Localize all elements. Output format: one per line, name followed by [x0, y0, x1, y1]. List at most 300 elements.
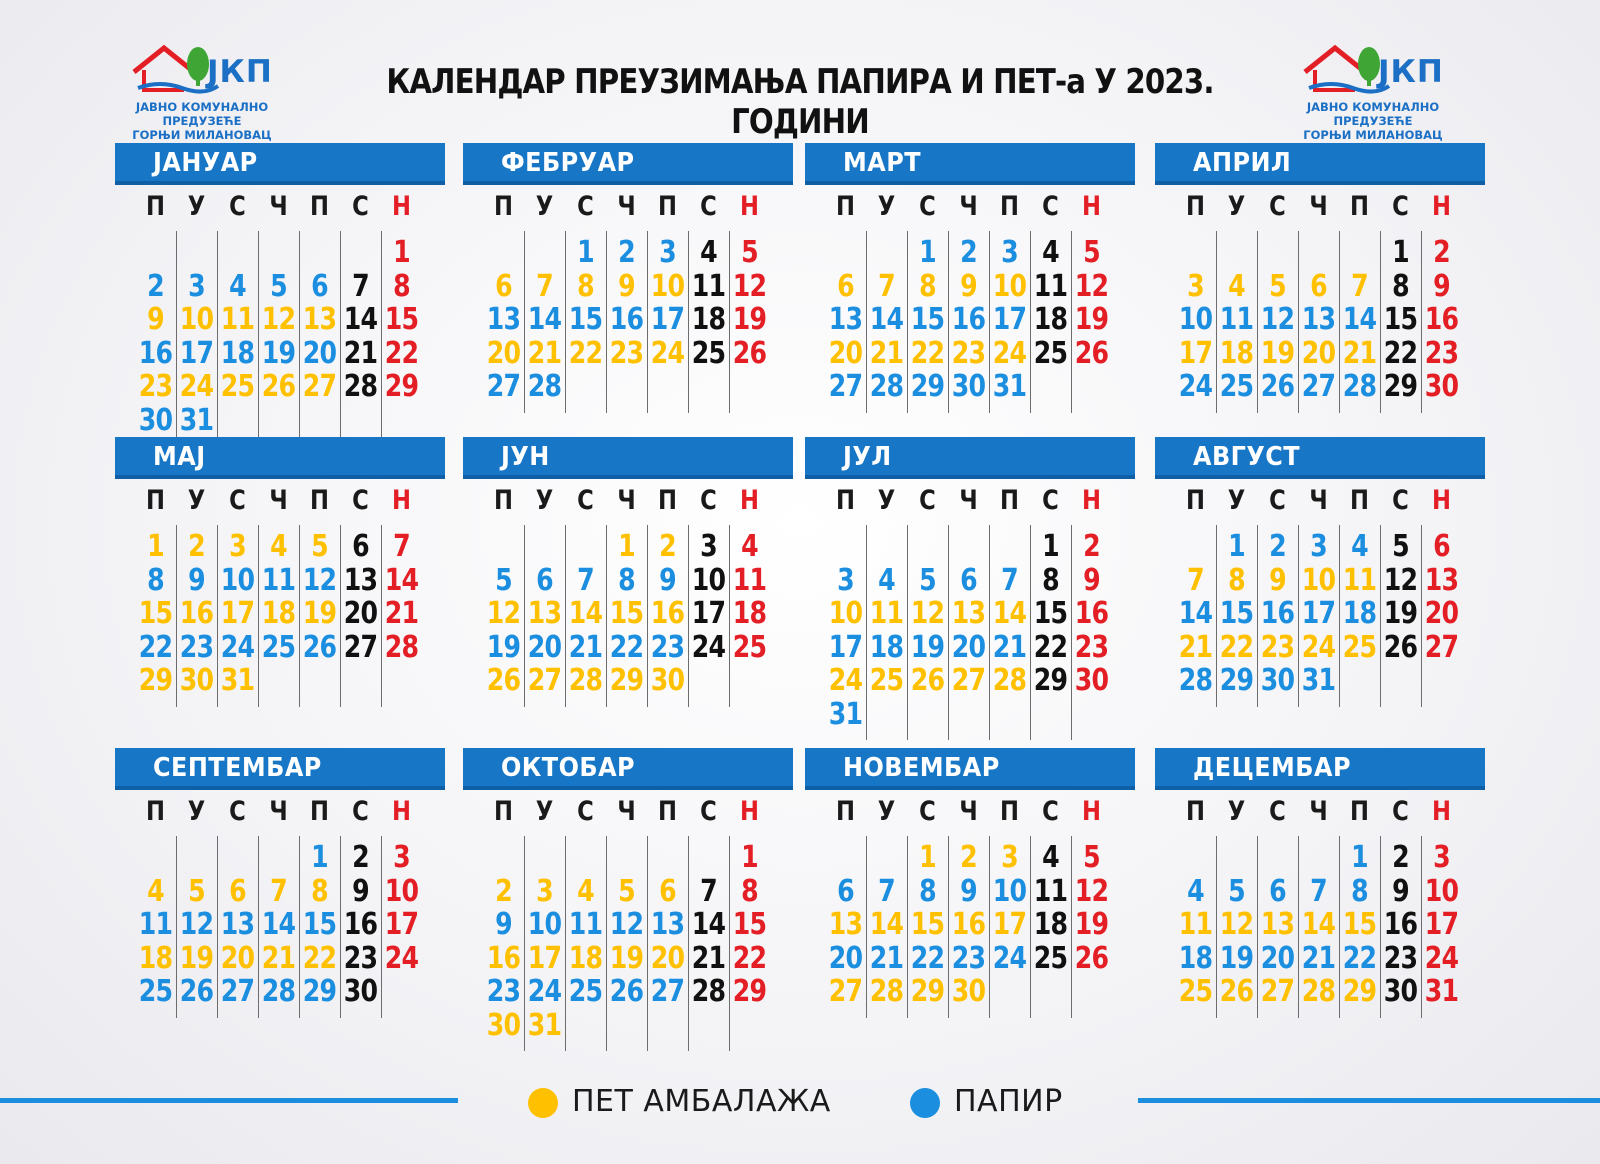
- weekday-label: С: [352, 796, 369, 827]
- calendar-day: 13: [828, 907, 863, 942]
- calendar-day: 11: [138, 907, 173, 942]
- calendar-day: 10: [650, 268, 685, 304]
- calendar-day: 30: [486, 1007, 521, 1043]
- calendar-day: 10: [527, 907, 562, 942]
- calendar-day: 16: [1260, 596, 1295, 631]
- month-5: [115, 437, 445, 737]
- calendar-day: 15: [138, 596, 173, 631]
- column-divider: [524, 525, 525, 707]
- calendar-day: 5: [1269, 268, 1286, 304]
- weekday-label: Н: [1431, 191, 1451, 222]
- calendar-day: 31: [220, 663, 255, 698]
- calendar-day: 21: [869, 335, 904, 371]
- column-divider: [907, 836, 908, 1018]
- calendar-day: 29: [1033, 663, 1068, 698]
- calendar-day: 22: [1033, 629, 1068, 665]
- column-divider: [258, 525, 259, 707]
- weekday-label: У: [535, 796, 554, 827]
- calendar-day: 28: [1301, 974, 1336, 1009]
- calendar-day: 1: [618, 529, 635, 564]
- calendar-day: 14: [384, 562, 419, 598]
- calendar-day: 14: [869, 302, 904, 337]
- column-divider: [1216, 525, 1217, 707]
- column-divider: [1380, 231, 1381, 413]
- calendar-day: 15: [1219, 596, 1254, 631]
- calendar-day: 20: [1424, 596, 1459, 631]
- column-divider: [340, 231, 341, 446]
- month-name: АВГУСТ: [1193, 442, 1301, 472]
- calendar-day: 12: [486, 596, 521, 631]
- calendar-day: 5: [495, 562, 512, 598]
- calendar-day: 3: [1001, 235, 1018, 270]
- calendar-day: 7: [878, 268, 895, 304]
- weekday-label: У: [535, 485, 554, 516]
- column-divider: [1298, 231, 1299, 413]
- logo-line-2: ГОРЊИ МИЛАНОВАЦ: [132, 128, 272, 142]
- calendar-day: 30: [138, 402, 173, 438]
- calendar-day: 22: [302, 940, 337, 976]
- calendar-day: 27: [650, 974, 685, 1009]
- calendar-day: 28: [869, 369, 904, 404]
- column-divider: [176, 836, 177, 1018]
- calendar-day: 23: [1383, 940, 1418, 976]
- calendar-day: 23: [343, 940, 378, 976]
- weekday-label: С: [352, 485, 369, 516]
- calendar-day: 18: [869, 629, 904, 665]
- calendar-day: 16: [1424, 302, 1459, 337]
- column-divider: [866, 525, 867, 740]
- calendar-day: 31: [1424, 974, 1459, 1009]
- calendar-day: 17: [828, 629, 863, 665]
- calendar-day: 20: [828, 940, 863, 976]
- calendar-day: 14: [869, 907, 904, 942]
- column-divider: [381, 231, 382, 446]
- calendar-day: 4: [229, 268, 246, 304]
- calendar-day: 27: [486, 369, 521, 404]
- calendar-day: 16: [650, 596, 685, 631]
- column-divider: [217, 231, 218, 446]
- calendar-day: 29: [384, 369, 419, 404]
- weekday-label: П: [309, 485, 329, 516]
- logo-subtitle: [112, 100, 292, 142]
- calendar-day: 4: [1042, 235, 1059, 270]
- calendar-day: 17: [527, 940, 562, 976]
- weekday-label: У: [877, 485, 896, 516]
- calendar-day: 22: [138, 629, 173, 665]
- calendar-day: 26: [609, 974, 644, 1009]
- calendar-day: 13: [302, 302, 337, 337]
- calendar-day: 25: [691, 335, 726, 371]
- calendar-day: 16: [951, 302, 986, 337]
- weekday-label: С: [1042, 191, 1059, 222]
- column-divider: [866, 231, 867, 413]
- calendar-day: 28: [1342, 369, 1377, 404]
- calendar-day: 10: [1424, 873, 1459, 909]
- month-name: МАЈ: [153, 442, 206, 472]
- weekday-label: С: [1392, 485, 1409, 516]
- weekday-label: У: [187, 485, 206, 516]
- calendar-day: 15: [302, 907, 337, 942]
- weekday-label: Ч: [269, 485, 288, 516]
- calendar-day: 19: [261, 335, 296, 371]
- calendar-day: 9: [1392, 873, 1409, 909]
- calendar-day: 8: [577, 268, 594, 304]
- calendar-day: 1: [1392, 235, 1409, 270]
- month-header: [1155, 748, 1485, 790]
- column-divider: [1216, 836, 1217, 1018]
- weekday-label: П: [145, 485, 165, 516]
- calendar-day: 16: [486, 940, 521, 976]
- weekday-label: Н: [391, 796, 411, 827]
- calendar-day: 1: [741, 840, 758, 875]
- calendar-day: 2: [659, 529, 676, 564]
- calendar-day: 18: [691, 302, 726, 337]
- calendar-day: 29: [609, 663, 644, 698]
- calendar-day: 11: [1342, 562, 1377, 598]
- calendar-day: 23: [1424, 335, 1459, 371]
- calendar-day: 6: [837, 268, 854, 304]
- calendar-day: 2: [495, 873, 512, 909]
- weekday-label: У: [877, 191, 896, 222]
- column-divider: [1071, 836, 1072, 1018]
- pet-legend-dot: [528, 1088, 558, 1118]
- month-11: [805, 748, 1135, 1048]
- calendar-day: 24: [691, 629, 726, 665]
- month-1: [115, 143, 445, 443]
- calendar-day: 12: [1260, 302, 1295, 337]
- month-name: ДЕЦЕМБАР: [1193, 753, 1351, 783]
- calendar-day: 2: [352, 840, 369, 875]
- calendar-day: 31: [527, 1007, 562, 1043]
- calendar-day: 16: [1074, 596, 1109, 631]
- calendar-day: 4: [1351, 529, 1368, 564]
- calendar-day: 6: [352, 529, 369, 564]
- calendar-day: 1: [919, 840, 936, 875]
- column-divider: [381, 836, 382, 1018]
- calendar-day: 25: [1219, 369, 1254, 404]
- weekday-label: С: [1392, 796, 1409, 827]
- calendar-day: 22: [1219, 629, 1254, 665]
- calendar-day: 28: [1178, 663, 1213, 698]
- calendar-day: 11: [732, 562, 767, 598]
- calendar-day: 9: [1269, 562, 1286, 598]
- weekday-label: С: [919, 191, 936, 222]
- calendar-day: 23: [951, 335, 986, 371]
- calendar-day: 22: [568, 335, 603, 371]
- calendar-day: 17: [179, 335, 214, 371]
- calendar-day: 28: [992, 663, 1027, 698]
- weekday-label: П: [835, 796, 855, 827]
- calendar-day: 8: [393, 268, 410, 304]
- calendar-day: 11: [1033, 873, 1068, 909]
- month-name: СЕПТЕМБАР: [153, 753, 322, 783]
- calendar-day: 26: [1383, 629, 1418, 665]
- calendar-day: 22: [732, 940, 767, 976]
- calendar-day: 18: [138, 940, 173, 976]
- calendar-day: 24: [992, 940, 1027, 976]
- calendar-day: 18: [261, 596, 296, 631]
- month-4: [1155, 143, 1485, 443]
- calendar-day: 22: [384, 335, 419, 371]
- calendar-day: 24: [1178, 369, 1213, 404]
- calendar-day: 26: [732, 335, 767, 371]
- calendar-day: 7: [536, 268, 553, 304]
- calendar-day: 1: [1042, 529, 1059, 564]
- calendar-day: 6: [536, 562, 553, 598]
- column-divider: [606, 525, 607, 707]
- calendar-day: 12: [261, 302, 296, 337]
- column-divider: [258, 836, 259, 1018]
- calendar-day: 8: [1228, 562, 1245, 598]
- calendar-day: 3: [659, 235, 676, 270]
- weekday-label: У: [1227, 796, 1246, 827]
- calendar-day: 1: [1351, 840, 1368, 875]
- legend-divider-right: [1138, 1098, 1600, 1103]
- calendar-day: 7: [352, 268, 369, 304]
- weekday-label: Ч: [269, 796, 288, 827]
- calendar-day: 5: [741, 235, 758, 270]
- calendar-day: 15: [732, 907, 767, 942]
- column-divider: [1030, 231, 1031, 413]
- weekday-label: У: [1227, 485, 1246, 516]
- calendar-day: 15: [384, 302, 419, 337]
- logo-name: ЈКП: [1378, 54, 1444, 90]
- calendar-day: 3: [229, 529, 246, 564]
- calendar-day: 3: [1001, 840, 1018, 875]
- column-divider: [381, 525, 382, 707]
- calendar-day: 19: [609, 940, 644, 976]
- weekday-label: С: [352, 191, 369, 222]
- calendar-day: 2: [1392, 840, 1409, 875]
- weekday-label: П: [1349, 191, 1369, 222]
- calendar-day: 4: [1187, 873, 1204, 909]
- weekday-label: У: [187, 191, 206, 222]
- calendar-day: 7: [393, 529, 410, 564]
- calendar-day: 24: [650, 335, 685, 371]
- calendar-day: 16: [138, 335, 173, 371]
- calendar-day: 1: [1228, 529, 1245, 564]
- calendar-day: 22: [1342, 940, 1377, 976]
- calendar-day: 3: [837, 562, 854, 598]
- calendar-day: 18: [1033, 302, 1068, 337]
- column-divider: [1421, 836, 1422, 1018]
- calendar-day: 24: [992, 335, 1027, 371]
- calendar-day: 2: [960, 235, 977, 270]
- calendar-day: 19: [1383, 596, 1418, 631]
- month-12: [1155, 748, 1485, 1048]
- weekday-label: С: [229, 191, 246, 222]
- weekday-label: Н: [739, 796, 759, 827]
- calendar-day: 30: [343, 974, 378, 1009]
- calendar-day: 13: [650, 907, 685, 942]
- calendar-day: 9: [352, 873, 369, 909]
- calendar-day: 11: [869, 596, 904, 631]
- weekday-label: Н: [1431, 485, 1451, 516]
- calendar-day: 20: [527, 629, 562, 665]
- calendar-day: 17: [992, 907, 1027, 942]
- column-divider: [606, 231, 607, 413]
- calendar-day: 9: [495, 907, 512, 942]
- calendar-day: 27: [1301, 369, 1336, 404]
- calendar-day: 4: [1042, 840, 1059, 875]
- calendar-day: 4: [577, 873, 594, 909]
- calendar-day: 11: [261, 562, 296, 598]
- calendar-day: 21: [527, 335, 562, 371]
- column-divider: [688, 836, 689, 1051]
- calendar-day: 27: [527, 663, 562, 698]
- weekday-label: Н: [1081, 796, 1101, 827]
- calendar-day: 13: [1424, 562, 1459, 598]
- calendar-day: 20: [1260, 940, 1295, 976]
- calendar-day: 21: [992, 629, 1027, 665]
- weekday-label: П: [999, 191, 1019, 222]
- calendar-day: 21: [1301, 940, 1336, 976]
- calendar-day: 12: [302, 562, 337, 598]
- calendar-day: 13: [1301, 302, 1336, 337]
- calendar-day: 23: [1074, 629, 1109, 665]
- calendar-day: 24: [179, 369, 214, 404]
- column-divider: [1071, 525, 1072, 740]
- column-divider: [989, 231, 990, 413]
- calendar-day: 4: [147, 873, 164, 909]
- calendar-day: 18: [568, 940, 603, 976]
- calendar-day: 3: [1310, 529, 1327, 564]
- calendar-day: 8: [919, 268, 936, 304]
- calendar-day: 31: [828, 696, 863, 732]
- weekday-label: Н: [1081, 191, 1101, 222]
- weekday-label: Ч: [1309, 191, 1328, 222]
- calendar-day: 15: [609, 596, 644, 631]
- calendar-day: 12: [1383, 562, 1418, 598]
- column-divider: [688, 525, 689, 707]
- calendar-day: 19: [1260, 335, 1295, 371]
- calendar-day: 17: [992, 302, 1027, 337]
- month-8: [1155, 437, 1485, 737]
- calendar-day: 21: [261, 940, 296, 976]
- calendar-day: 13: [828, 302, 863, 337]
- logo-left: [112, 44, 292, 142]
- calendar-day: 29: [910, 369, 945, 404]
- weekday-label: С: [919, 796, 936, 827]
- column-divider: [729, 231, 730, 413]
- calendar-day: 19: [1219, 940, 1254, 976]
- weekday-label: Ч: [1309, 796, 1328, 827]
- calendar-day: 3: [536, 873, 553, 909]
- calendar-day: 22: [910, 940, 945, 976]
- calendar-day: 27: [828, 369, 863, 404]
- column-divider: [907, 231, 908, 413]
- month-name: АПРИЛ: [1193, 148, 1292, 178]
- month-header: [463, 748, 793, 790]
- weekday-label: С: [700, 191, 717, 222]
- calendar-day: 24: [828, 663, 863, 698]
- calendar-day: 19: [910, 629, 945, 665]
- calendar-day: 26: [1074, 335, 1109, 371]
- calendar-day: 30: [650, 663, 685, 698]
- weekday-label: Ч: [269, 191, 288, 222]
- calendar-day: 5: [1083, 840, 1100, 875]
- calendar-day: 27: [951, 663, 986, 698]
- calendar-day: 1: [577, 235, 594, 270]
- column-divider: [524, 231, 525, 413]
- column-divider: [647, 231, 648, 413]
- column-divider: [729, 525, 730, 707]
- calendar-day: 17: [1301, 596, 1336, 631]
- calendar-day: 12: [179, 907, 214, 942]
- month-header: [463, 437, 793, 479]
- calendar-day: 21: [1178, 629, 1213, 665]
- calendar-day: 1: [919, 235, 936, 270]
- column-divider: [647, 836, 648, 1051]
- calendar-day: 4: [1228, 268, 1245, 304]
- month-10: [463, 748, 793, 1048]
- calendar-day: 14: [691, 907, 726, 942]
- column-divider: [565, 525, 566, 707]
- weekday-label: У: [877, 796, 896, 827]
- calendar-day: 14: [1342, 302, 1377, 337]
- calendar-day: 2: [618, 235, 635, 270]
- logo-right: [1283, 44, 1463, 142]
- calendar-day: 25: [138, 974, 173, 1009]
- calendar-day: 2: [1083, 529, 1100, 564]
- month-name: НОВЕМБАР: [843, 753, 1000, 783]
- calendar-day: 24: [220, 629, 255, 665]
- calendar-day: 1: [393, 235, 410, 270]
- calendar-day: 18: [732, 596, 767, 631]
- weekday-label: С: [700, 796, 717, 827]
- calendar-day: 23: [1260, 629, 1295, 665]
- calendar-day: 31: [992, 369, 1027, 404]
- weekday-label: П: [1349, 485, 1369, 516]
- calendar-day: 16: [1383, 907, 1418, 942]
- calendar-day: 22: [1383, 335, 1418, 371]
- calendar-day: 12: [910, 596, 945, 631]
- column-divider: [565, 231, 566, 413]
- weekday-label: П: [1185, 796, 1205, 827]
- calendar-day: 15: [1342, 907, 1377, 942]
- calendar-day: 11: [1033, 268, 1068, 304]
- calendar-day: 21: [568, 629, 603, 665]
- calendar-day: 15: [568, 302, 603, 337]
- calendar-day: 10: [992, 268, 1027, 304]
- calendar-day: 25: [261, 629, 296, 665]
- calendar-day: 10: [992, 873, 1027, 909]
- calendar-day: 6: [1433, 529, 1450, 564]
- calendar-day: 13: [527, 596, 562, 631]
- weekday-label: П: [493, 485, 513, 516]
- calendar-day: 26: [486, 663, 521, 698]
- calendar-day: 7: [1310, 873, 1327, 909]
- calendar-day: 29: [138, 663, 173, 698]
- calendar-day: 7: [878, 873, 895, 909]
- calendar-day: 3: [1187, 268, 1204, 304]
- calendar-day: 20: [951, 629, 986, 665]
- calendar-day: 13: [486, 302, 521, 337]
- calendar-day: 9: [960, 873, 977, 909]
- column-divider: [606, 836, 607, 1051]
- weekday-label: П: [1185, 485, 1205, 516]
- logo-line-1: ЈАВНО КОМУНАЛНО ПРЕДУЗЕЋЕ: [1306, 100, 1440, 128]
- calendar-day: 18: [1178, 940, 1213, 976]
- month-header: [1155, 143, 1485, 185]
- column-divider: [1421, 231, 1422, 413]
- calendar-day: 1: [147, 529, 164, 564]
- calendar-day: 26: [302, 629, 337, 665]
- weekday-label: С: [577, 485, 594, 516]
- calendar-day: 24: [1301, 629, 1336, 665]
- month-header: [1155, 437, 1485, 479]
- calendar-day: 28: [691, 974, 726, 1009]
